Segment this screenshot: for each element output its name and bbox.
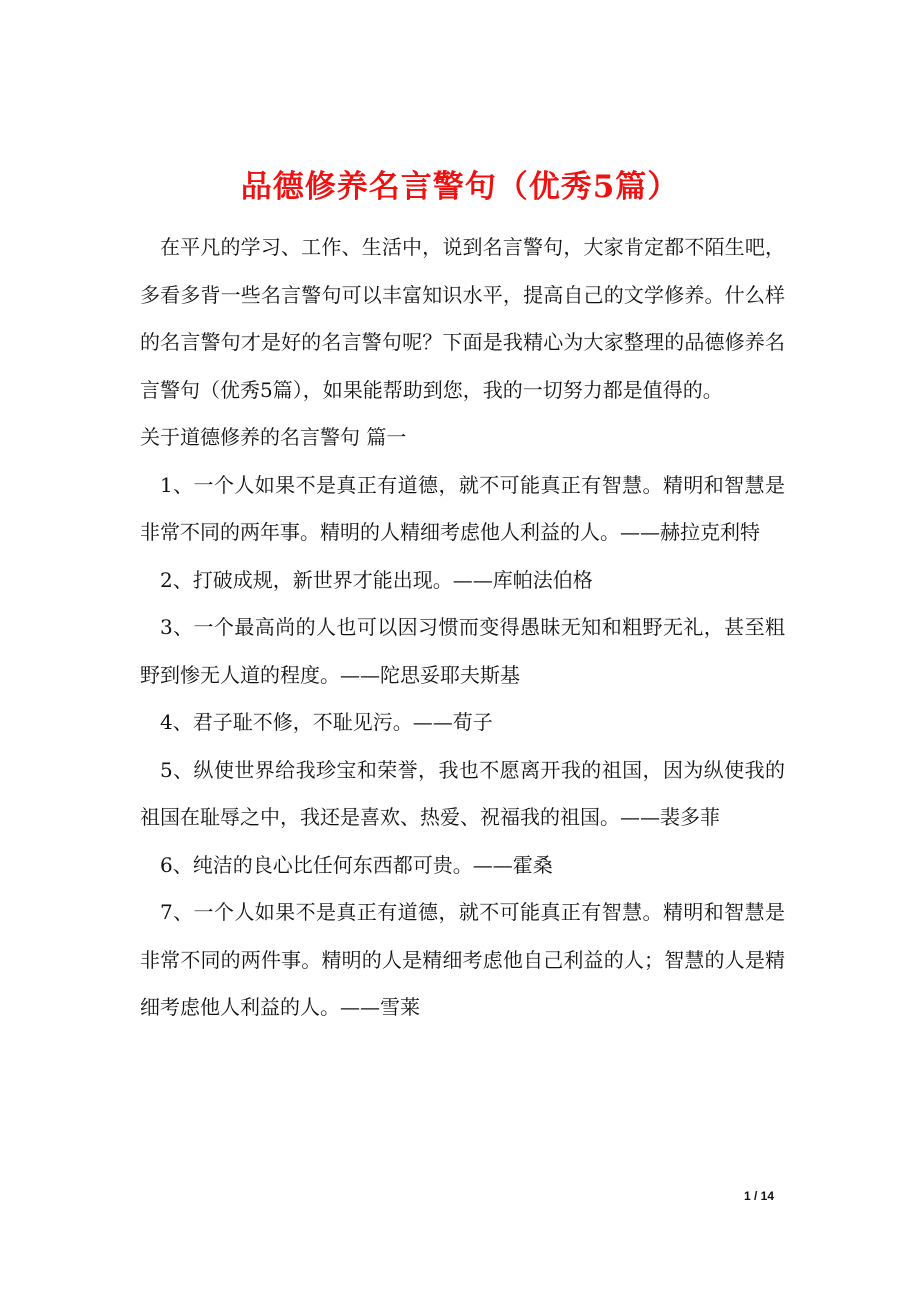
- quote-item-1: 1、一个人如果不是真正有道德，就不可能真正有智慧。精明和智慧是非常不同的两年事。精明的人精细考虑他人利益的人。——赫拉克利特: [140, 472, 785, 544]
- document-body: [140, 224, 785, 1032]
- section-heading: 关于道德修养的名言警句 篇一: [140, 425, 407, 449]
- intro-paragraph: 在平凡的学习、工作、生活中，说到名言警句，大家肯定都不陌生吧，多看多背一些名言警句可以丰富知识水平，提高自己的文学修养。什么样的名言警句才是好的名言警句呢？下面是我精心为大家整理的品德修养名言警句（优秀5篇），如果能帮助到您，我的一切努力都是值得的。: [140, 235, 785, 402]
- quote-item-4: 4、君子耻不修，不耻见污。——荀子: [160, 710, 493, 734]
- quote-item-2: 2、打破成规，新世界才能出现。——库帕法伯格: [160, 567, 593, 592]
- quote-item-5: 5、纵使世界给我珍宝和荣誉，我也不愿离开我的祖国，因为纵使我的祖国在耻辱之中，我还是喜欢、热爱、祝福我的祖国。——裴多菲: [140, 757, 785, 829]
- document-title: 品德修养名言警句（优秀5篇）: [240, 168, 680, 205]
- quote-item-3: 3、一个最高尚的人也可以因习惯而变得愚昧无知和粗野无礼，甚至粗野到惨无人道的程度。——陀思妥耶夫斯基: [140, 615, 785, 687]
- quote-item-6: 6、纯洁的良心比任何东西都可贵。——霍桑: [160, 852, 553, 877]
- page-indicator: 1 / 14: [744, 1189, 775, 1203]
- quote-item-7: 7、一个人如果不是真正有道德，就不可能真正有智慧。精明和智慧是非常不同的两件事。精明的人是精细考虑他自己利益的人；智慧的人是精细考虑他人利益的人。——雪莱: [140, 900, 785, 1019]
